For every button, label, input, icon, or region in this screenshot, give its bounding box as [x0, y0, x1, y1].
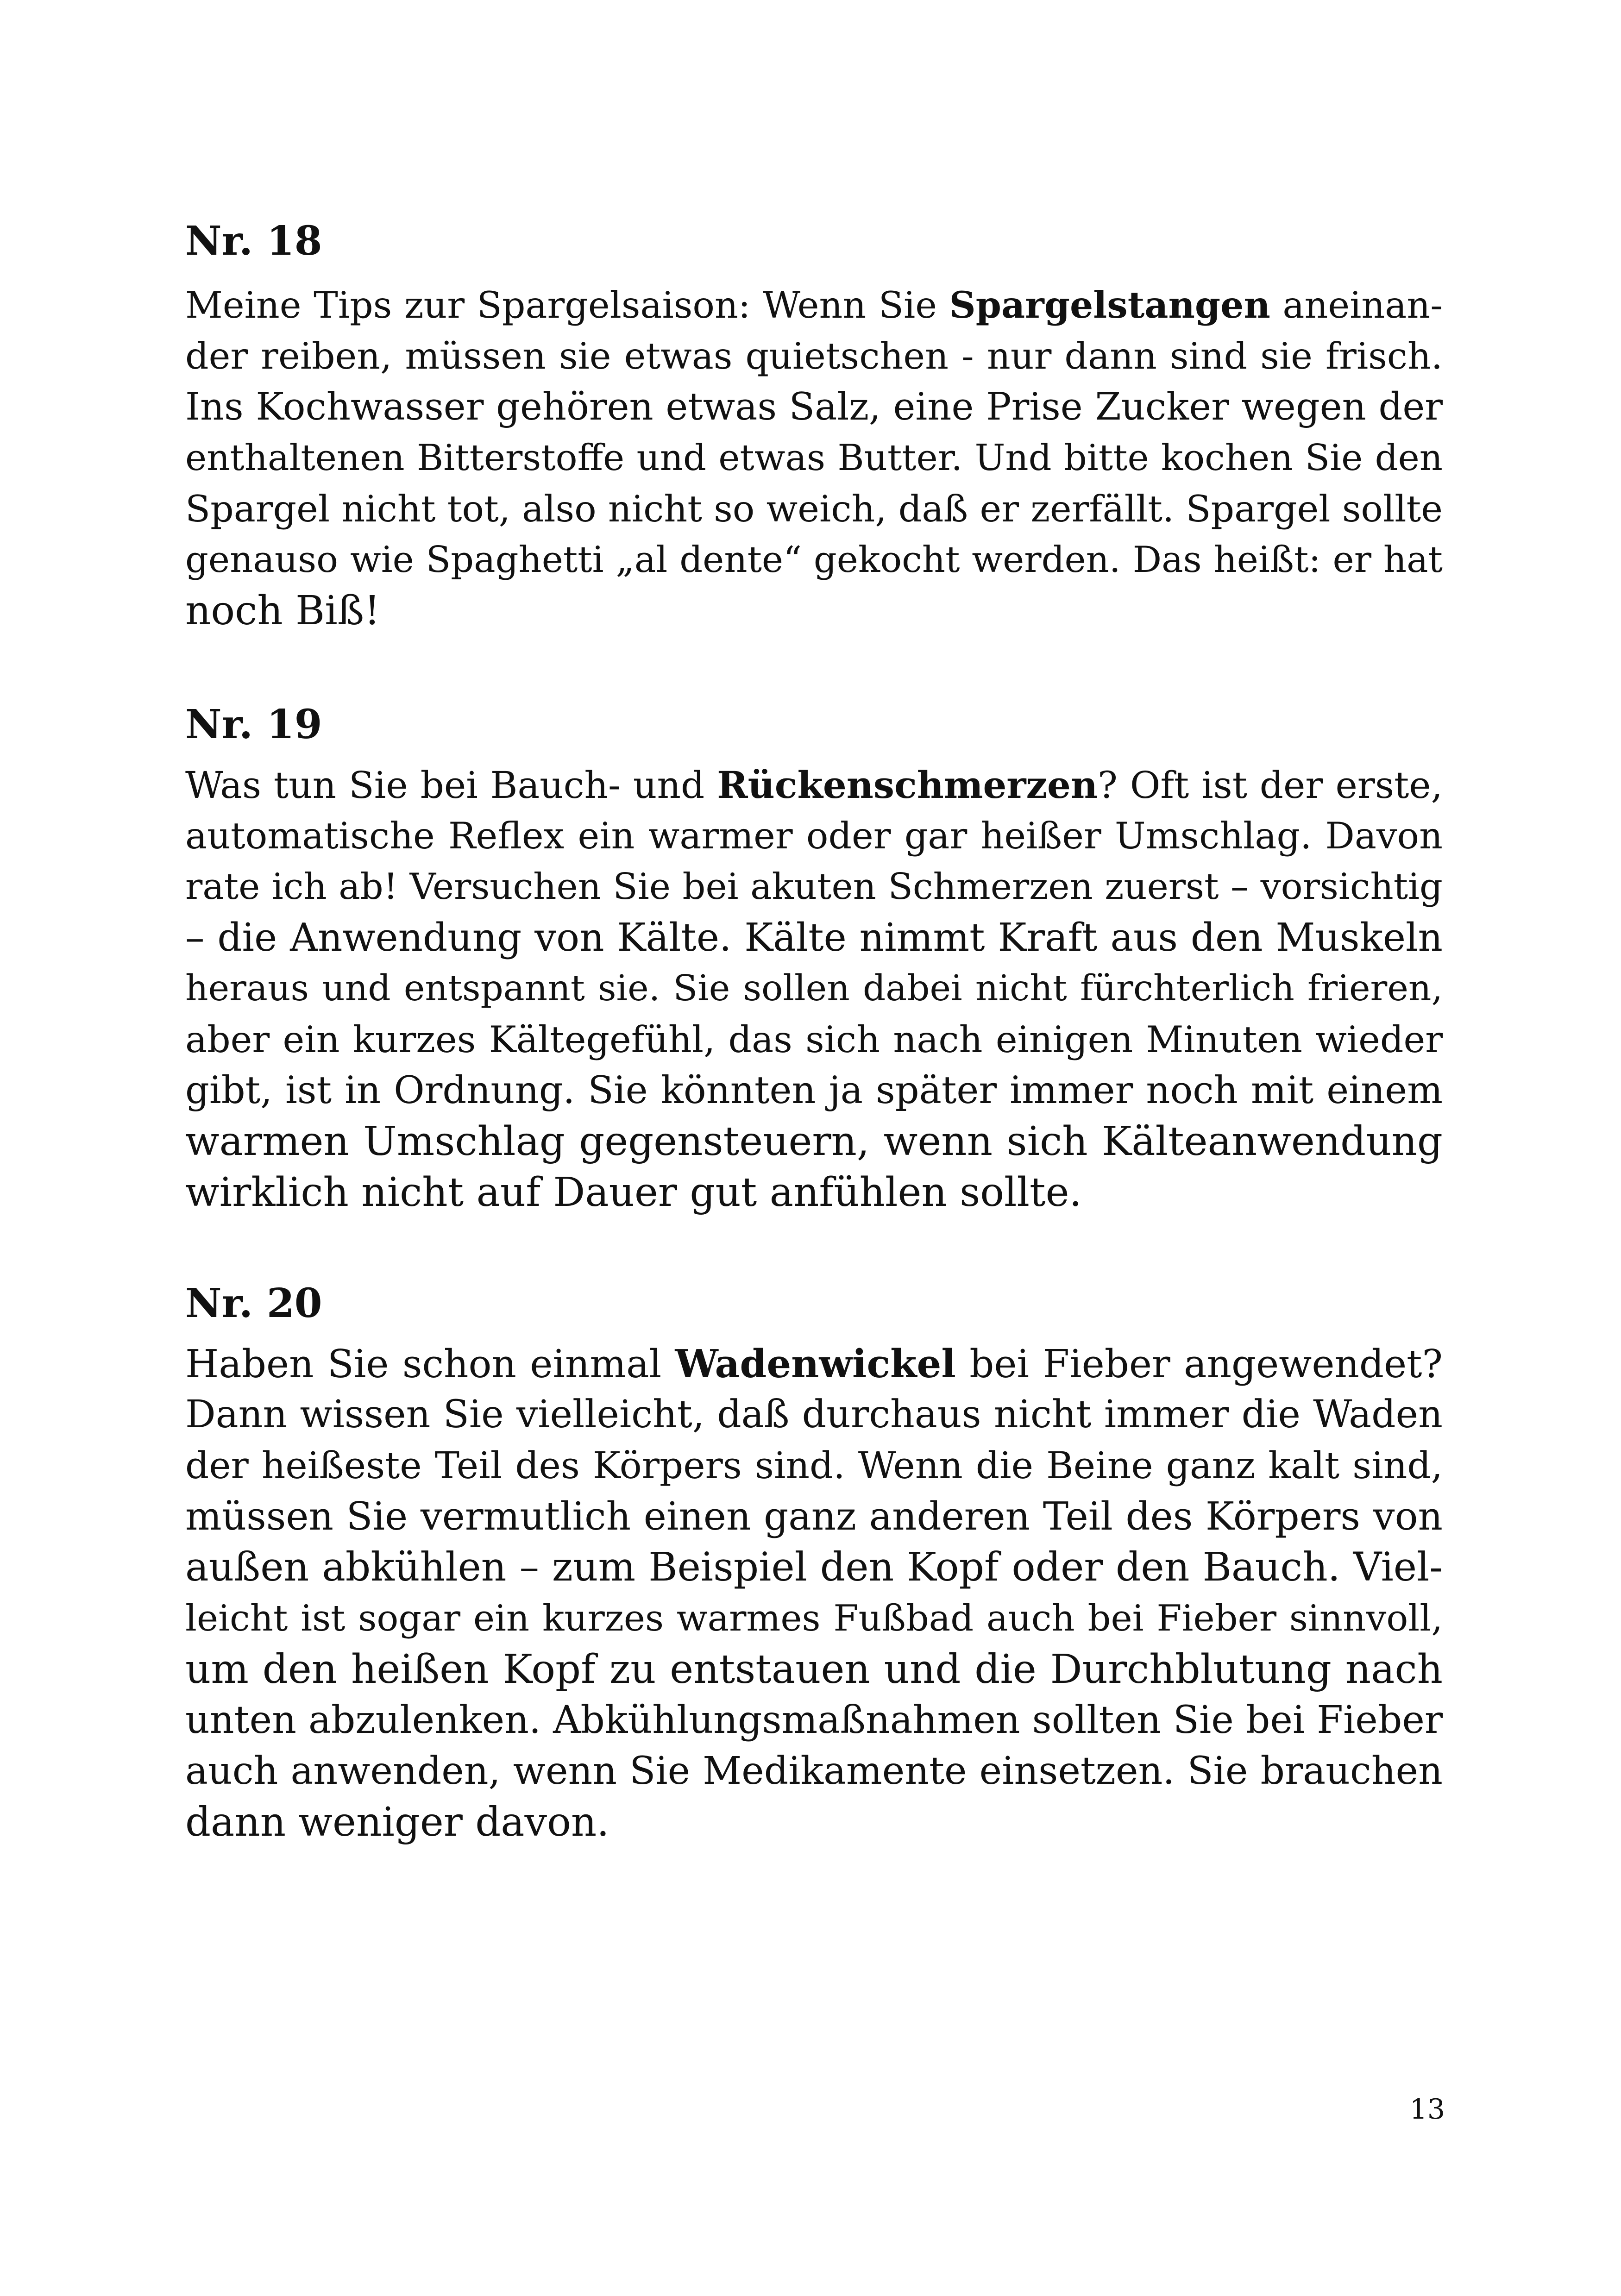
paragraph-line: müssen Sie vermutlich einen ganz anderen Teil des Körpers von — [185, 1494, 1443, 1539]
paragraph-line: noch Biß! — [185, 588, 380, 634]
paragraph-line: rate ich ab! Versuchen Sie bei akuten Schmerzen zuerst – vorsichtig — [185, 866, 1443, 908]
paragraph-line: der reiben, müssen sie etwas quietschen - nur dann sind sie frisch. — [185, 335, 1443, 377]
paragraph-line: Was tun Sie bei Bauch- und Rückenschmerzen? Oft ist der erste, — [185, 763, 1443, 807]
paragraph-line: unten abzulenken. Abkühlungsmaßnahmen sollten Sie bei Fieber — [185, 1698, 1443, 1742]
paragraph-line: Dann wissen Sie vielleicht, daß durchaus nicht immer die Waden — [185, 1393, 1443, 1437]
section-heading: Nr. 18 — [185, 218, 322, 264]
paragraph-line: auch anwenden, wenn Sie Medikamente einsetzen. Sie brauchen — [185, 1749, 1443, 1793]
paragraph-line: Haben Sie schon einmal Wadenwickel bei Fieber angewendet? — [185, 1341, 1443, 1386]
paragraph-line: außen abkühlen – zum Beispiel den Kopf oder den Bauch. Viel- — [185, 1544, 1443, 1590]
paragraph-line: der heißeste Teil des Körpers sind. Wenn die Beine ganz kalt sind, — [185, 1444, 1443, 1487]
bold-term: Wadenwickel — [675, 1341, 956, 1386]
section-heading: Nr. 20 — [185, 1280, 322, 1327]
paragraph-line: um den heißen Kopf zu entstauen und die Durchblutung nach — [185, 1646, 1443, 1693]
paragraph-line: enthaltenen Bitterstoffe und etwas Butter. Und bitte kochen Sie den — [185, 437, 1443, 479]
paragraph-line: heraus und entspannt sie. Sie sollen dabei nicht fürchterlich frieren, — [185, 968, 1443, 1009]
bold-term: Spargelstangen — [949, 283, 1270, 326]
paragraph-line: Ins Kochwasser gehören etwas Salz, eine Prise Zucker wegen der — [185, 385, 1443, 429]
paragraph-line: genauso wie Spaghetti „al dente“ gekocht werden. Das heißt: er hat — [185, 539, 1443, 581]
section-heading: Nr. 19 — [185, 701, 322, 748]
paragraph-line: gibt, ist in Ordnung. Sie könnten ja später immer noch mit einem — [185, 1069, 1443, 1112]
page-number: 13 — [1409, 2093, 1445, 2126]
paragraph-line: Meine Tips zur Spargelsaison: Wenn Sie Spargelstangen aneinan- — [185, 283, 1443, 326]
paragraph-line: wirklich nicht auf Dauer gut anfühlen sollte. — [185, 1169, 1082, 1216]
paragraph-line: warmen Umschlag gegensteuern, wenn sich Kälteanwendung — [185, 1118, 1443, 1165]
paragraph-line: Spargel nicht tot, also nicht so weich, daß er zerfällt. Spargel sollte — [185, 488, 1443, 530]
bold-term: Rückenschmerzen — [717, 763, 1098, 807]
paragraph-line: – die Anwendung von Kälte. Kälte nimmt Kraft aus den Muskeln — [185, 915, 1443, 960]
paragraph-line: leicht ist sogar ein kurzes warmes Fußbad auch bei Fieber sinnvoll, — [185, 1598, 1443, 1639]
paragraph-line: aber ein kurzes Kältegefühl, das sich nach einigen Minuten wieder — [185, 1018, 1443, 1061]
paragraph-line: dann weniger davon. — [185, 1799, 609, 1845]
paragraph-line: automatische Reflex ein warmer oder gar heißer Umschlag. Davon — [185, 815, 1443, 857]
